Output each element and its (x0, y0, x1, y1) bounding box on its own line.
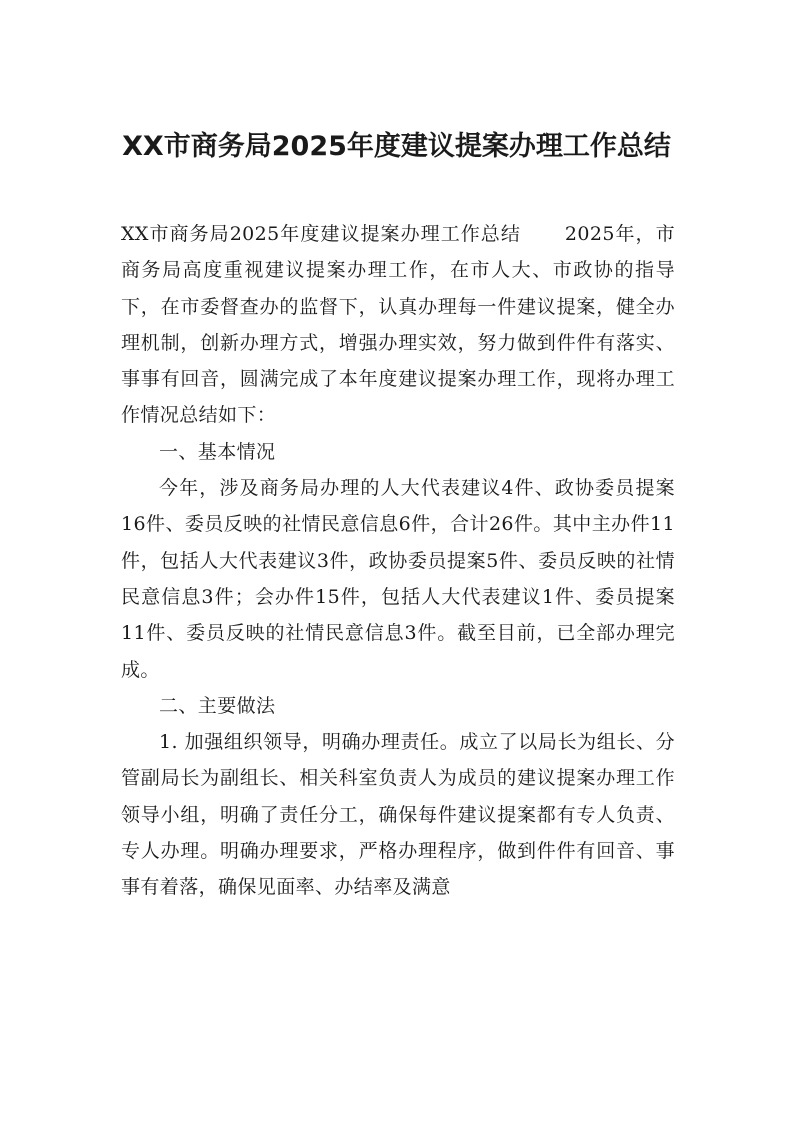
document-title: XX市商务局2025年度建议提案办理工作总结 (122, 131, 671, 162)
section-2-item-1: 1. 加强组织领导，明确办理责任。成立了以局长为组长、分管副局长为副组长、相关科室负责人为成员的建议提案办理工作领导小组，明确了责任分工，确保每件建议提案都有专人负责、专人办理。明确办理要求，严格办理程序，做到件件有回音、事事有着落，确保见面率、办结率及满意 (121, 731, 675, 899)
intro-paragraph (121, 216, 675, 434)
section-1-heading: 一、基本情况 (159, 440, 276, 463)
section-1-paragraph: 今年，涉及商务局办理的人大代表建议4件、政协委员提案16件、委员反映的社情民意信息6件，合计26件。其中主办件11件，包括人大代表建议3件，政协委员提案5件、委员反映的社情民意信息3件；会办件15件，包括人大代表建议1件、委员提案11件、委员反映的社情民意信息3件。截至目前，已全部办理完成。 (121, 477, 675, 681)
intro-text: 2025年，市商务局高度重视建议提案办理工作，在市人大、市政协的指导下，在市委督查办的监督下，认真办理每一件建议提案，健全办理机制，创新办理方式，增强办理实效，努力做到件件有落实、事事有回音，圆满完成了本年度建议提案办理工作，现将办理工作情况总结如下： (121, 223, 675, 427)
section-2-heading: 二、主要做法 (159, 694, 276, 717)
document-body (121, 216, 675, 906)
intro-heading: XX市商务局2025年度建议提案办理工作总结 (121, 223, 521, 245)
